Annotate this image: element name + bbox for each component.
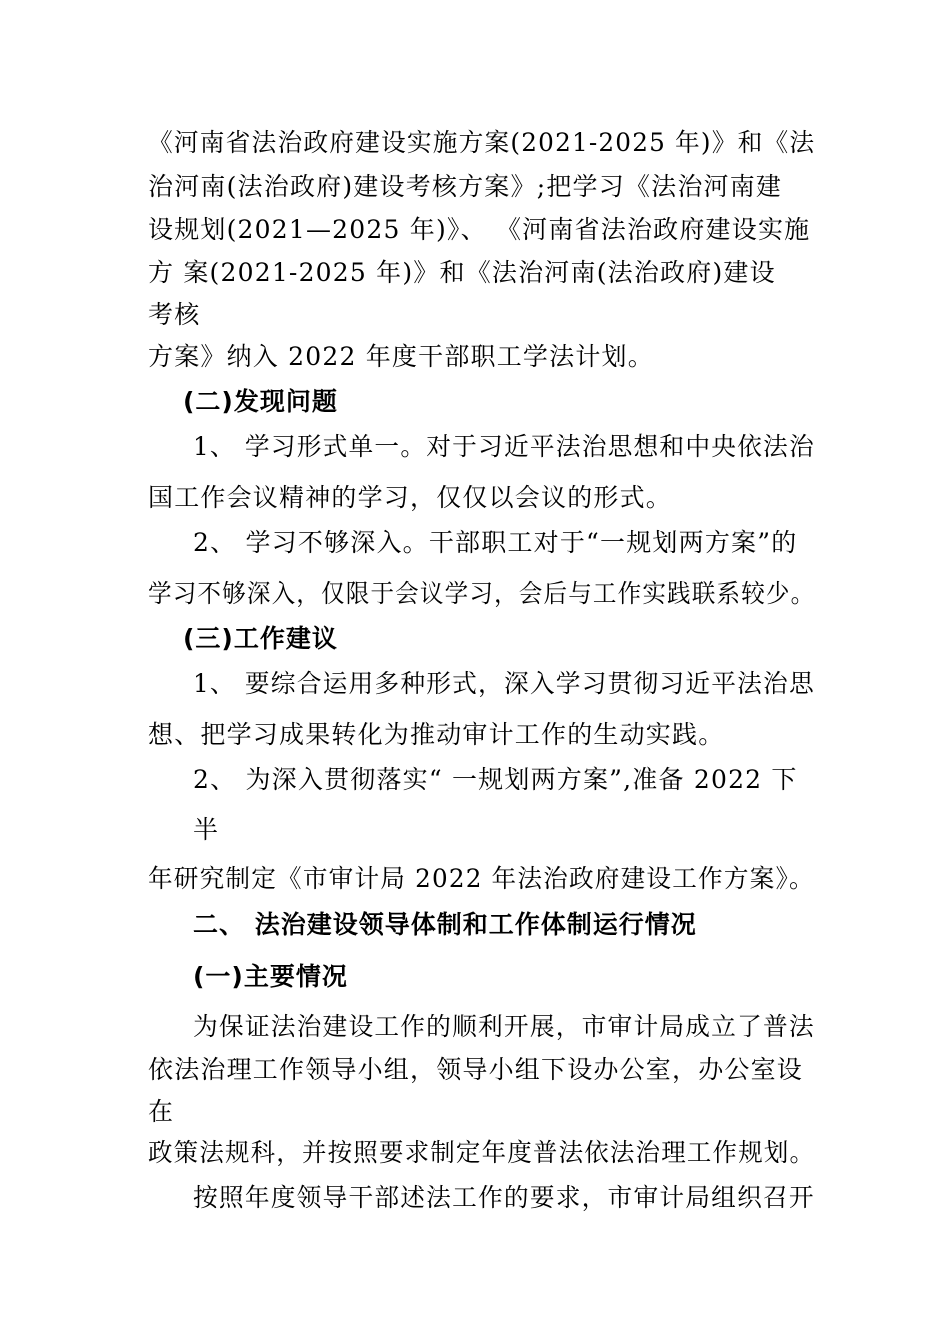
text-line: 依法治理工作领导小组，领导小组下设办公室，办公室设: [148, 1055, 804, 1084]
text-line: 政策法规科，并按照要求制定年度普法依法治理工作规划。: [148, 1138, 816, 1167]
text-line: 国工作会议精神的学习，仅仅以会议的形式。: [148, 483, 673, 512]
text-line: 半: [193, 815, 220, 844]
section-heading: (一)主要情况: [193, 962, 348, 991]
text-line: 1、 学习形式单一。对于习近平法治思想和中央依法治: [193, 432, 815, 461]
text-line: 在: [148, 1097, 175, 1126]
text-line: 考核: [148, 300, 201, 329]
text-line: 想、把学习成果转化为推动审计工作的生动实践。: [148, 720, 725, 749]
text-line: 方案》纳入 2022 年度干部职工学法计划。: [148, 342, 654, 371]
section-heading: (三)工作建议: [183, 624, 338, 653]
text-line: 1、 要综合运用多种形式，深入学习贯彻习近平法治思: [193, 669, 815, 698]
text-line: 设规划(2021—2025 年)》、 《河南省法治政府建设实施: [148, 215, 811, 244]
text-line: 为保证法治建设工作的顺利开展，市审计局成立了普法: [193, 1012, 815, 1041]
text-line: 2、 学习不够深入。干部职工对于“一规划两方案”的: [193, 528, 798, 557]
text-line: 方 案(2021-2025 年)》和《法治河南(法治政府)建设: [148, 258, 776, 287]
text-line: 《河南省法治政府建设实施方案(2021-2025 年)》和《法: [148, 128, 816, 157]
text-line: 治河南(法治政府)建设考核方案》;把学习《法治河南建: [148, 172, 783, 201]
text-line: 学习不够深入，仅限于会议学习，会后与工作实践联系较少。: [148, 579, 816, 608]
text-line: 按照年度领导干部述法工作的要求，市审计局组织召开: [193, 1183, 815, 1212]
section-heading: (二)发现问题: [183, 387, 338, 416]
chapter-heading: 二、 法治建设领导体制和工作体制运行情况: [193, 910, 697, 939]
text-line: 年研究制定《市审计局 2022 年法治政府建设工作方案》。: [148, 864, 815, 893]
text-line: 2、 为深入贯彻落实“ 一规划两方案”,准备 2022 下: [193, 765, 798, 794]
